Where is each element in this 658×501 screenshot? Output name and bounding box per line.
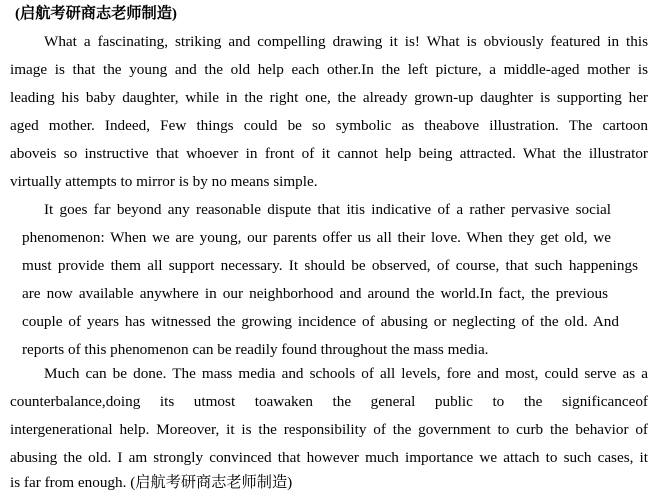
paragraph-line: phenomenon: When we are young, our parents offer us all their love. When they get old, we <box>22 229 611 246</box>
paragraph-line: is far from enough. (启航考研商志老师制造) <box>10 474 293 491</box>
paragraph-line: virtually attempts to mirror is by no means simple. <box>10 173 318 190</box>
header-attribution: (启航考研商志老师制造) <box>15 5 177 22</box>
paragraph-line: aboveis so instructive that whoever in front of it cannot help being attracted. What the illustrator <box>10 145 648 162</box>
paragraph-line: aged mother. Indeed, Few things could be so symbolic as theabove illustration. The cartoon <box>10 117 648 134</box>
paragraph-line: counterbalance,doing its utmost toawaken the general public to the significanceof <box>10 393 648 410</box>
paragraph-line: image is that the young and the old help each other.In the left picture, a middle-aged mother is <box>10 61 648 78</box>
paragraph-line: reports of this phenomenon can be readily found throughout the mass media. <box>22 341 489 358</box>
paragraph-line: must provide them all support necessary. It should be observed, of course, that such happenings <box>22 257 638 274</box>
paragraph-line: are now available anywhere in our neighborhood and around the world.In fact, the previous <box>22 285 608 302</box>
paragraph-line: couple of years has witnessed the growing incidence of abusing or neglecting of the old. And <box>22 313 619 330</box>
paragraph-line: intergenerational help. Moreover, it is the responsibility of the government to curb the behavior of <box>10 421 648 438</box>
paragraph-line: It goes far beyond any reasonable dispute that itis indicative of a rather pervasive social <box>44 201 611 218</box>
paragraph-line: What a fascinating, striking and compelling drawing it is! What is obviously featured in this <box>44 33 648 50</box>
paragraph-line: leading his baby daughter, while in the right one, the already grown-up daughter is supporting her <box>10 89 648 106</box>
paragraph-line: abusing the old. I am strongly convinced that however much importance we attach to such cases, it <box>10 449 648 466</box>
paragraph-line: Much can be done. The mass media and schools of all levels, fore and most, could serve as a <box>44 365 648 382</box>
